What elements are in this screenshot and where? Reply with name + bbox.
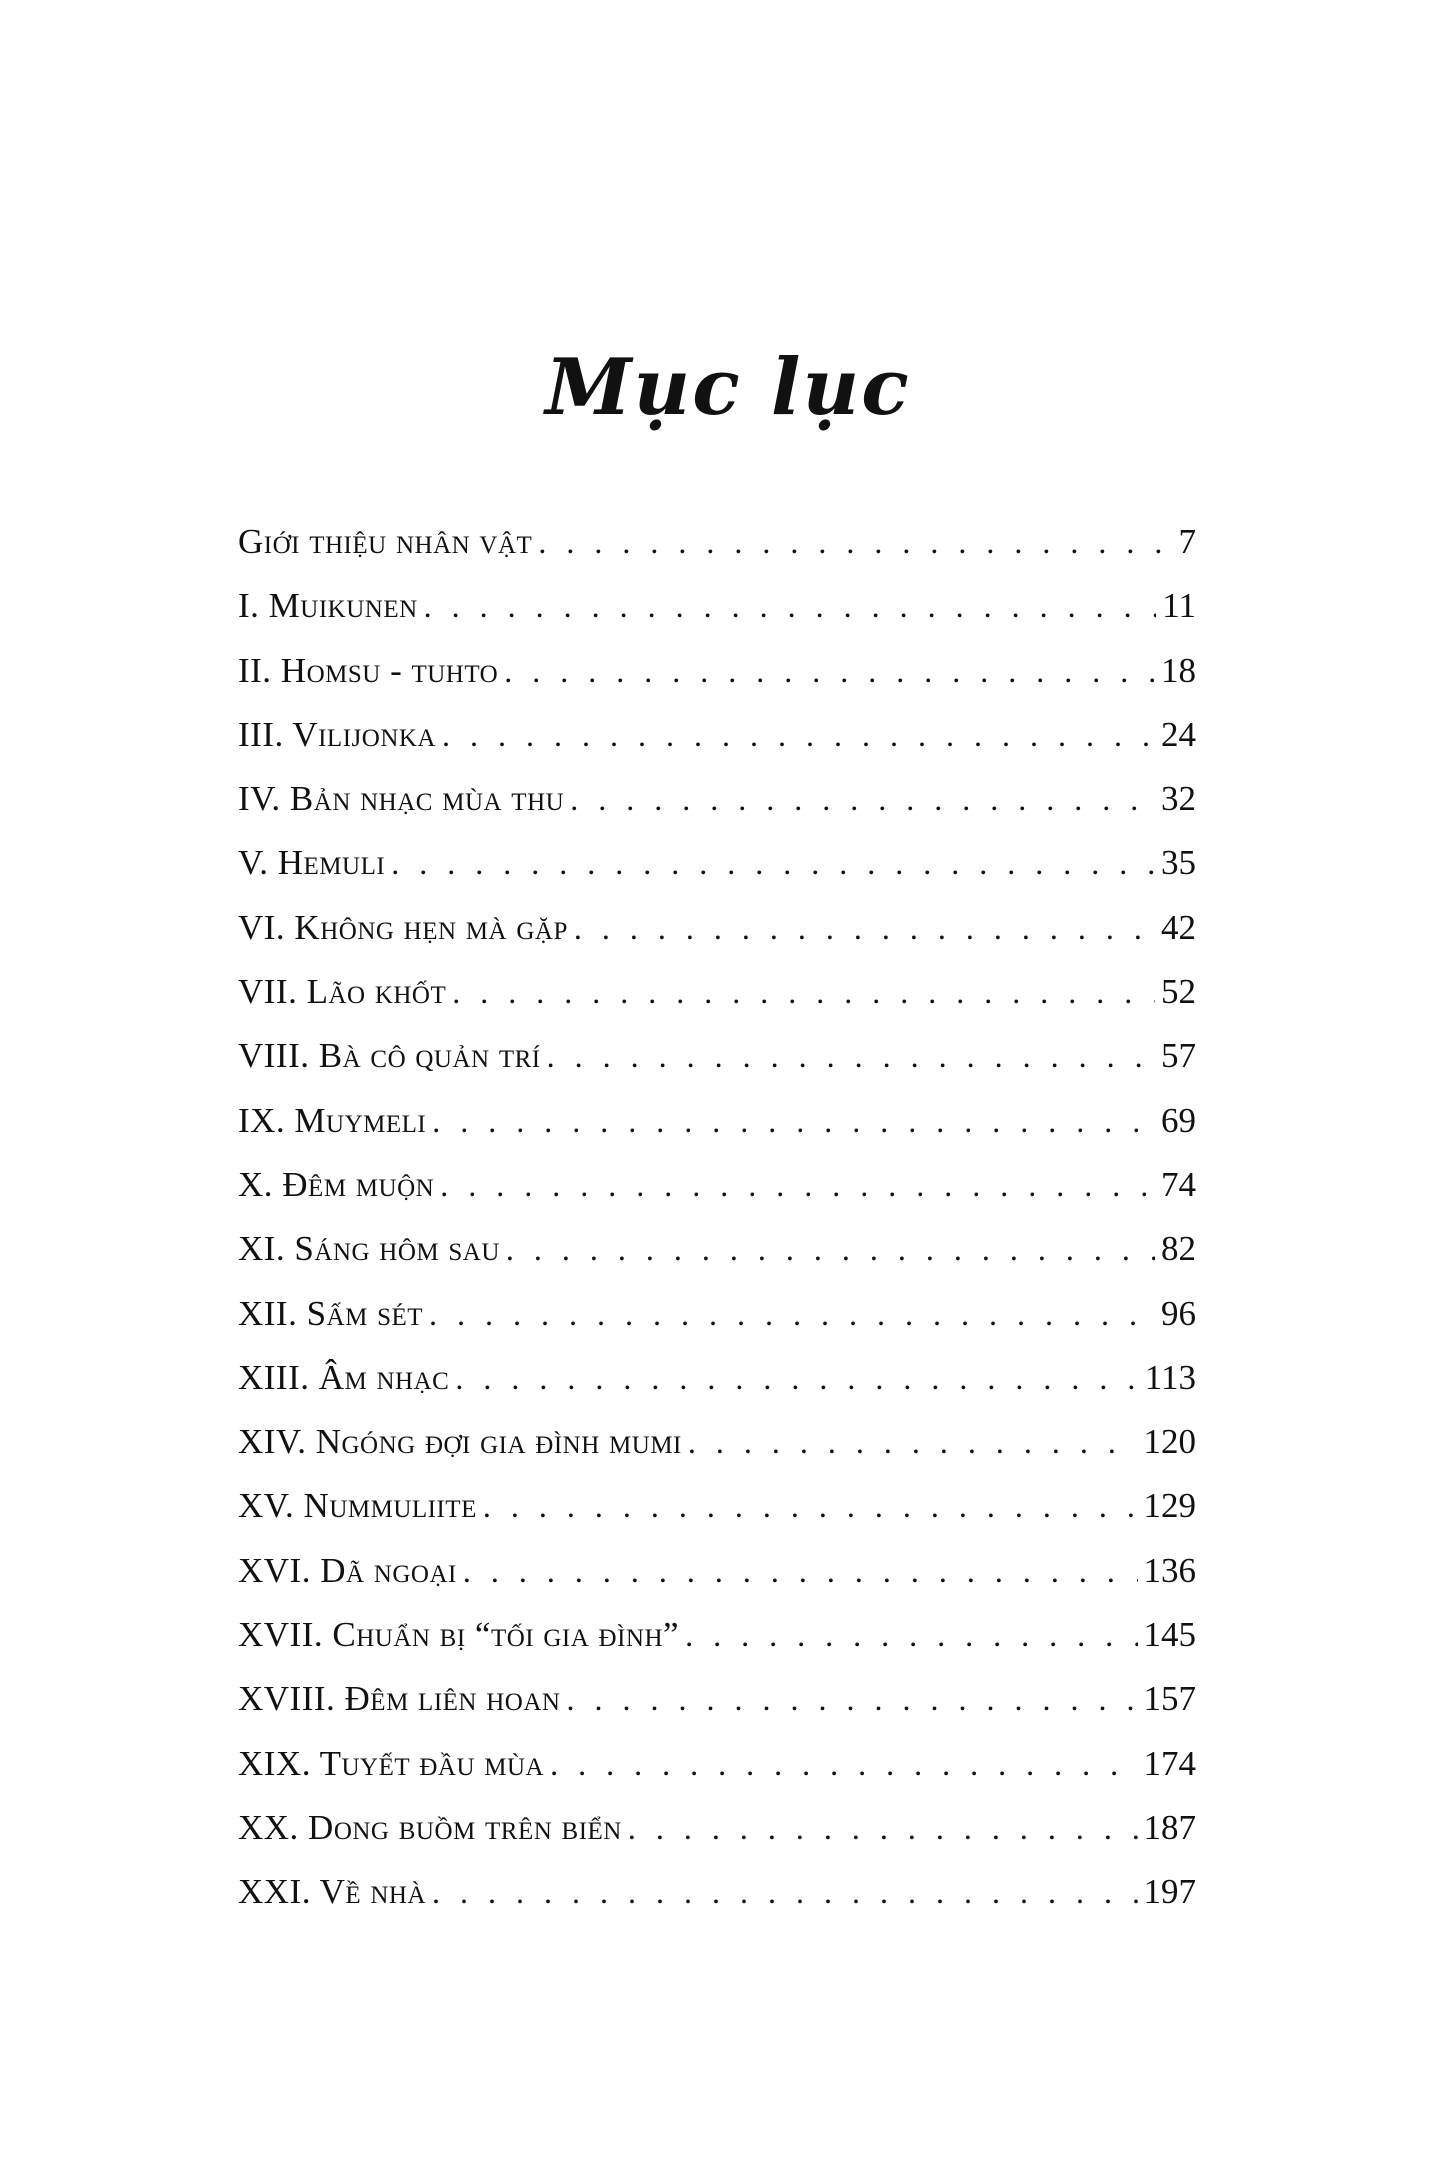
- toc-entry: [238, 1153, 1196, 1217]
- dot-leader: [440, 1153, 1155, 1217]
- toc-page-number: 11: [1162, 586, 1196, 626]
- toc-entry: [238, 1217, 1196, 1281]
- toc-entry-label: IV. Bản nhạc mùa thu: [238, 779, 565, 819]
- dot-leader: [566, 1667, 1137, 1731]
- dot-leader: [504, 639, 1155, 703]
- dot-leader: [506, 1217, 1155, 1281]
- toc-entry: [238, 1796, 1196, 1860]
- toc-page-number: 120: [1143, 1422, 1196, 1462]
- toc-entry-label: II. Homsu - tuhto: [238, 650, 499, 690]
- toc-entry-label: XIV. Ngóng đợi gia đình mumi: [238, 1422, 682, 1462]
- toc-entry: [238, 1089, 1196, 1153]
- toc-entry: [238, 1539, 1196, 1603]
- dot-leader: [432, 1860, 1137, 1924]
- toc-entry: [238, 703, 1196, 767]
- toc-page-number: 42: [1161, 907, 1196, 947]
- toc-entry: [238, 1410, 1196, 1474]
- toc-page-number: 136: [1143, 1550, 1196, 1590]
- table-of-contents: [238, 510, 1196, 1925]
- dot-leader: [455, 1346, 1138, 1410]
- toc-entry: [238, 510, 1196, 574]
- toc-entry: [238, 960, 1196, 1024]
- toc-entry: [238, 896, 1196, 960]
- toc-entry-label: I. Muikunen: [238, 586, 418, 626]
- toc-page-number: 32: [1161, 779, 1196, 819]
- dot-leader: [538, 510, 1172, 574]
- toc-page-number: 18: [1161, 650, 1196, 690]
- toc-page-number: 7: [1178, 522, 1196, 561]
- toc-page-number: 69: [1161, 1100, 1196, 1140]
- toc-entry: [238, 767, 1196, 831]
- page-title: Mục lục: [545, 342, 911, 434]
- toc-entry: [238, 1732, 1196, 1796]
- dot-leader: [452, 960, 1155, 1024]
- toc-entry: [238, 831, 1196, 895]
- toc-page-number: 24: [1161, 714, 1196, 754]
- toc-page-number: 145: [1143, 1615, 1196, 1655]
- toc-entry: [238, 574, 1196, 638]
- toc-entry: [238, 1282, 1196, 1346]
- toc-page-number: 157: [1143, 1679, 1196, 1719]
- toc-page-number: 187: [1143, 1807, 1196, 1847]
- toc-entry: [238, 1346, 1196, 1410]
- dot-leader: [442, 703, 1155, 767]
- toc-entry-label: XVII. Chuẩn bị “tối gia đình”: [238, 1615, 680, 1655]
- toc-entry: [238, 1667, 1196, 1731]
- toc-entry-label: XXI. Về nhà: [238, 1872, 427, 1912]
- toc-entry-label: XVI. Dã ngoại: [238, 1550, 457, 1590]
- toc-entry-label: XV. Nummuliite: [238, 1486, 477, 1526]
- dot-leader: [391, 831, 1155, 895]
- toc-entry-label: XIII. Âm nhạc: [238, 1357, 450, 1397]
- toc-page-number: 57: [1161, 1036, 1196, 1076]
- toc-entry-label: Giới thiệu nhân vật: [238, 522, 533, 561]
- dot-leader: [432, 1089, 1155, 1153]
- toc-entry-label: X. Đêm muộn: [238, 1164, 435, 1204]
- toc-page-number: 96: [1161, 1293, 1196, 1333]
- toc-entry-label: XIX. Tuyết đầu mùa: [238, 1743, 545, 1783]
- dot-leader: [688, 1410, 1138, 1474]
- toc-page-number: 52: [1161, 972, 1196, 1012]
- dot-leader: [550, 1732, 1137, 1796]
- toc-page-number: 74: [1161, 1164, 1196, 1204]
- toc-entry-label: VI. Không hẹn mà gặp: [238, 907, 568, 947]
- toc-entry-label: XX. Dong buồm trên biển: [238, 1807, 622, 1847]
- dot-leader: [429, 1282, 1155, 1346]
- dot-leader: [424, 574, 1157, 638]
- toc-entry: [238, 639, 1196, 703]
- dot-leader: [685, 1603, 1137, 1667]
- toc-entry-label: XII. Sấm sét: [238, 1293, 424, 1333]
- toc-entry: [238, 1024, 1196, 1088]
- toc-page-number: 35: [1161, 843, 1196, 883]
- dot-leader: [483, 1474, 1138, 1538]
- toc-page-number: 113: [1144, 1357, 1196, 1397]
- toc-page-number: 129: [1143, 1486, 1196, 1526]
- toc-entry-label: XI. Sáng hôm sau: [238, 1229, 500, 1269]
- toc-page-number: 82: [1161, 1229, 1196, 1269]
- dot-leader: [463, 1539, 1138, 1603]
- toc-entry: [238, 1474, 1196, 1538]
- toc-entry: [238, 1603, 1196, 1667]
- toc-entry: [238, 1860, 1196, 1924]
- toc-entry-label: IX. Muymeli: [238, 1100, 427, 1140]
- toc-entry-label: XVIII. Đêm liên hoan: [238, 1679, 561, 1719]
- toc-entry-label: V. Hemuli: [238, 843, 386, 883]
- dot-leader: [547, 1024, 1155, 1088]
- dot-leader: [570, 767, 1155, 831]
- toc-page-number: 197: [1143, 1872, 1196, 1912]
- toc-entry-label: VII. Lão khốt: [238, 972, 447, 1012]
- dot-leader: [574, 896, 1155, 960]
- toc-entry-label: VIII. Bà cô quản trí: [238, 1036, 541, 1076]
- toc-entry-label: III. Vilijonka: [238, 714, 436, 754]
- dot-leader: [628, 1796, 1138, 1860]
- toc-page-number: 174: [1143, 1743, 1196, 1783]
